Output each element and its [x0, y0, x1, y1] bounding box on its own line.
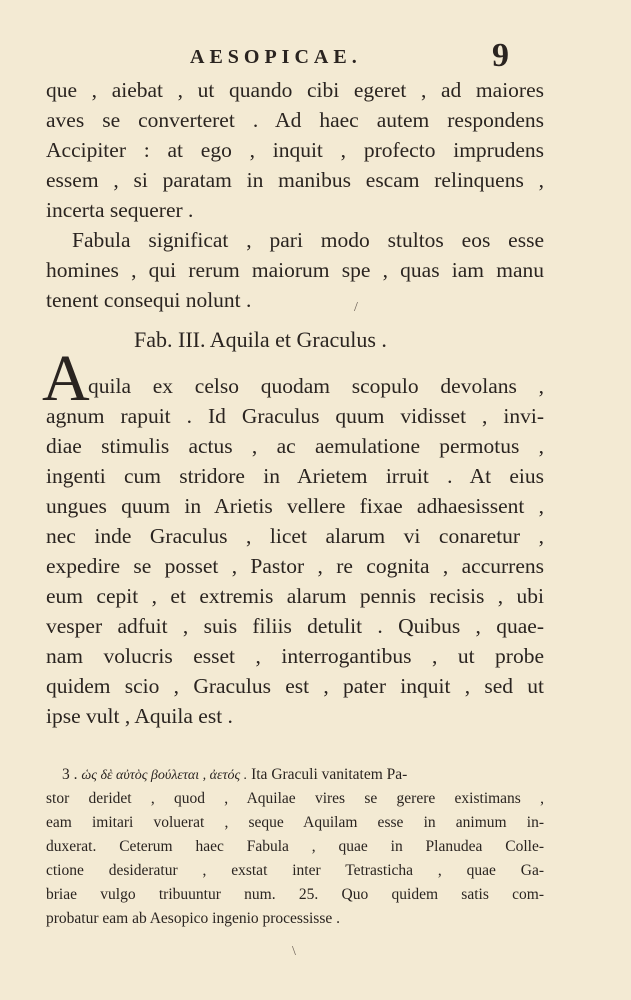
footnote-text: Ita Graculi vanitatem Pa-: [251, 766, 408, 783]
page-number: 9: [492, 37, 509, 74]
running-head-title: AESOPICAE.: [190, 46, 362, 68]
text-line: essem , si paratam in manibus escam relinquens ,: [46, 168, 544, 192]
text-line: que , aiebat , ut quando cibi egeret , ad maiores: [46, 78, 544, 102]
footnote-line: ctione desideratur , exstat inter Tetrasticha , quae Ga-: [46, 862, 544, 879]
text-line: vesper adfuit , suis filiis detulit . Quibus , quae-: [46, 614, 544, 638]
text-line: ingenti cum stridore in Arietem irruit . At eius: [46, 464, 544, 488]
text-line: incerta sequerer .: [46, 198, 194, 222]
fable-heading: Fab. III. Aquila et Graculus .: [134, 327, 387, 352]
text-line: aves se converteret . Ad haec autem respondens: [46, 108, 544, 132]
text-line: homines , qui rerum maiorum spe , quas iam manu: [46, 258, 544, 282]
text-line: quidem scio , Graculus est , pater inquit , sed ut: [46, 674, 544, 698]
footnote-line: probatur eam ab Aesopico ingenio processisse .: [46, 910, 340, 927]
text-line: expedire se posset , Pastor , re cognita , accurrens: [46, 554, 544, 578]
text-line: Fabula significat , pari modo stultos eos esse: [72, 228, 544, 252]
text-line: ipse vult , Aquila est .: [46, 704, 233, 728]
footnote-line: briae vulgo tribuuntur num. 25. Quo quidem satis com-: [46, 886, 544, 903]
footnote-line: [62, 764, 544, 787]
footnote-ref: 3 .: [62, 766, 78, 783]
text-line: eum cepit , et extremis alarum pennis recisis , ubi: [46, 584, 544, 608]
footnote-line: eam imitari voluerat , seque Aquilam esse in animum in-: [46, 814, 544, 831]
text-line: ungues quum in Arietis vellere fixae adhaesissent ,: [46, 494, 544, 518]
footnote-greek: ὡς δὲ αὐτὸς βούλεται , ἀετός .: [81, 768, 248, 783]
text-line: diae stimulis actus , ac aemulatione permotus ,: [46, 434, 544, 458]
text-line: nam volucris esset , interrogantibus , ut probe: [46, 644, 544, 668]
text-line: Accipiter : at ego , inquit , profecto imprudens: [46, 138, 544, 162]
text-line: tenent consequi nolunt .: [46, 288, 252, 312]
footnote-line: stor deridet , quod , Aquilae vires se gerere existimans ,: [46, 790, 544, 807]
drop-cap: A: [42, 342, 90, 415]
footnote-line: duxerat. Ceterum haec Fabula , quae in Planudea Colle-: [46, 838, 544, 855]
text-line: agnum rapuit . Id Graculus quum vidisset , invi-: [46, 404, 544, 428]
running-head: [0, 37, 631, 80]
print-mark: /: [354, 300, 358, 315]
print-mark: \: [292, 944, 296, 959]
text-line: nec inde Graculus , licet alarum vi conaretur ,: [46, 524, 544, 548]
text-line: quila ex celso quodam scopulo devolans ,: [88, 374, 544, 398]
